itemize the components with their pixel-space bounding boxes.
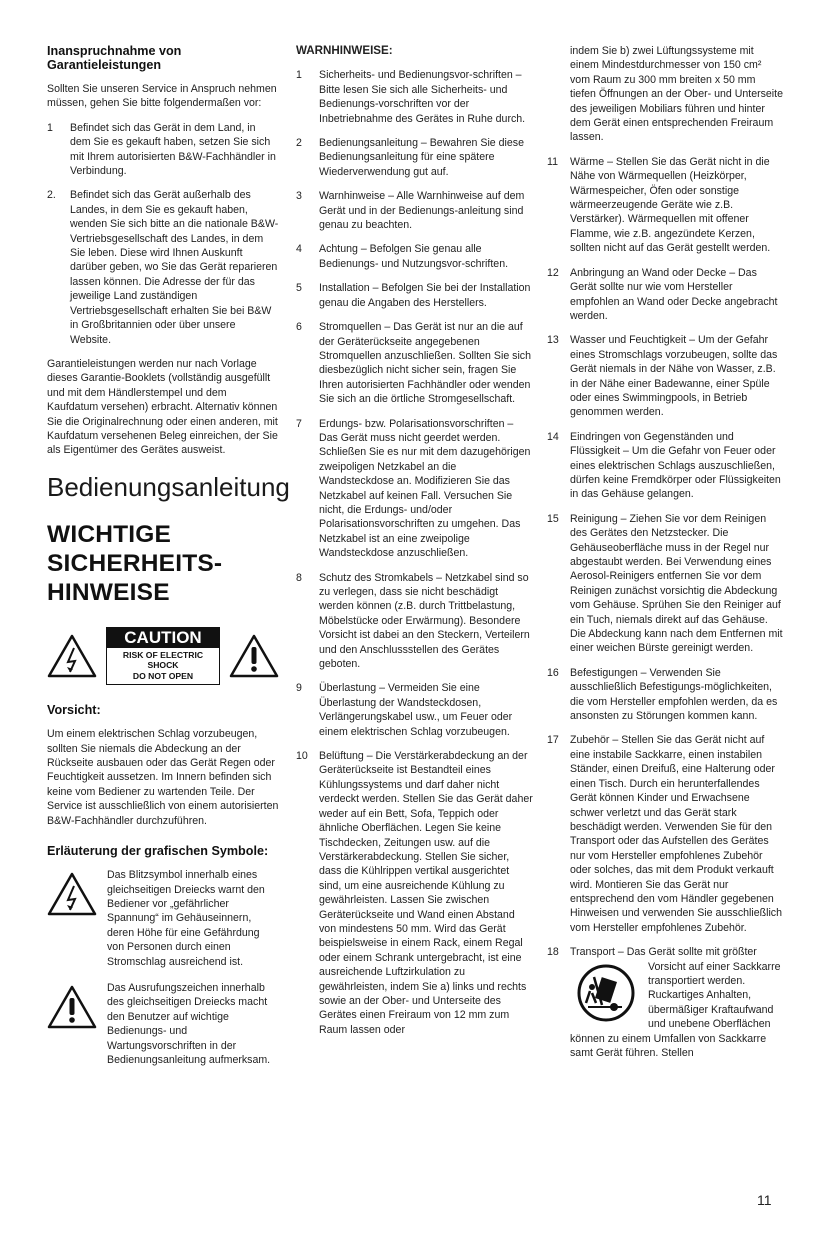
list-item-text: Sicherheits- und Bedienungsvor-schriften – Bitte lesen Sie sich alle Sicherheits- und Bedienungs-vorschriften vor der Inbetriebnahme des Gerätes in Ruhe durch. [319,69,526,125]
symbol-lightning-text: Das Blitzsymbol innerhalb eines gleichseitigen Dreiecks warnt den Bediener vor „gefährlicher Spannung“ im Gehäuseinnern, deren Höhe für eine Gefährdung von Personen durch einen Stromschlag ausreichend ist. [107,869,265,968]
list-item-text: Überlastung – Vermeiden Sie eine Überlastung der Wandsteckdosen, Verlängerungskabel usw., um Feuer oder einem elektrischen Schlag vorzubeugen. [319,682,513,738]
vorsicht-heading: Vorsicht: [47,703,101,718]
list-item-text: Erdungs- bzw. Polarisationsvorschriften – Das Gerät muss nicht geerdet werden. Schließen Sie es nur mit dem dazugehörigen zweipoligen Netzkabel an die Wandsteckdose an. Modifizieren Sie das Netzkabel auf keinen Fall. Versuchen Sie nicht, die Erdungs- und/oder Polarisationsvorschriften zu umgehen. Das Netzkabel ist an eine zweipolige Wandsteckdose anzuschließen. [319,417,531,560]
list-item-number: 2 [296,137,302,150]
warranty-list [47,121,279,347]
exclamation-warning-icon [229,634,279,678]
list-item-number: 7 [296,417,302,430]
list-item-number: 6 [296,321,302,334]
list-item [296,320,534,406]
warnings-heading: WARNHINWEISE: [296,44,393,57]
list-item-text: Eindringen von Gegenständen und Flüssigkeit – Um die Gefahr von Feuer oder eines elektrischen Schlags auszuschließen, dürfen keine Fremdkörper oder Flüssigkeiten in das Gehäuse gelangen. [570,430,781,501]
list-item-number: 5 [296,282,302,295]
list-item [296,136,534,179]
list-item [296,681,534,739]
list-item-number: 15 [547,512,559,525]
list-item-text: Belüftung – Die Verstärkerabdeckung an der Geräterückseite ist Bestandteil eines Kühlungssystems und darf daher nicht verdeckt werden. Stellen Sie das Gerät daher weder auf ein Bett, Sofa, Teppich oder ähnliche Oberflächen. Legen Sie keine Tischdecken, Zeitungen usw. auf die Verstärkerabdeckung. Stellen Sie sicher, dass die Kühlrippen vertikal ausgerichtet sind, um eine ausreichende Kühlung zu gewährleisten. Lassen Sie zwischen Geräterückseite und Wand einen Abstand von mindestens 50 mm. Wird das Gerät beispielsweise in einem Rack, einem Regal oder einem Schrank untergebracht, ist eine ausreichende Luftzirkulation zu gewährleisten, indem Sie a) links und rechts sowie an der Ober- und Unterseite des Gerätes einen Freiraum von 12 mm zum Raum lassen oder [319,750,533,1036]
caution-label-row [47,627,279,686]
list-item-number: 11 [547,155,558,168]
page-number: 11 [757,1192,772,1208]
list-item-number: 9 [296,682,302,695]
list-item-number: 10 [296,750,308,763]
list-item [296,68,534,126]
list-item-text: Reinigung – Ziehen Sie vor dem Reinigen des Gerätes den Netzstecker. Die Gehäuseoberfläche muss in der Regel nur abgestaubt werden. Bei Verwendung eines Aerosol-Reinigers entfernen Sie vor dem Reinigen zunächst vorsichtig die Abdeckung vom Gehäuse. Sprühen Sie den Reiniger auf ein Tuch, niemals direkt auf das Gehäuse. Die Abdeckung kann nach dem Entfernen mit einer weichen Bürste gereinigt werden. [570,512,783,655]
caution-subtext: RISK OF ELECTRIC SHOCK DO NOT OPEN [122,649,204,681]
symbols-heading: Erläuterung der grafischen Symbole: [47,844,269,859]
list-item [547,155,783,256]
warnings-list-continued [547,155,783,935]
list-item-number: 13 [547,334,559,347]
list-item [296,417,534,561]
list-item-text: Wasser und Feuchtigkeit – Um der Gefahr eines Stromschlags vorzubeugen, sollte das Gerät niemals in der Nähe von Wasser, z.B. in der Nähe einer Badewanne, einer Spüle oder eines Swimmingpools, in Betrieb genommen werden. [570,334,778,419]
continued-paragraph: indem Sie b) zwei Lüftungssysteme mit einem Mindestdurchmesser von 150 cm² vom Raum zu 300 mm breiten x 50 mm tiefen Öffnungen an der Ober- und Unterseite des jeweiligen Mobiliars führen und hinter dem Gerät einen entsprechenden Freiraum lassen. [570,45,783,144]
list-item-number: 3 [296,190,302,203]
list-item-text: Warnhinweise – Alle Warnhinweise auf dem Gerät und in der Bedienungs-anleitung sind genau zu beachten. [319,190,525,232]
list-item-number: 12 [547,266,559,279]
exclamation-warning-icon [47,985,97,1029]
caution-label [106,627,220,686]
list-item [547,512,783,656]
column-left [47,44,290,1079]
list-item-text: Schutz des Stromkabels – Netzkabel sind so zu verlegen, dass sie nicht beschädigt werden können (z.B. durch Trittbelastung, Möbelstücke oder Erwärmung). Besondere Vorsicht ist dabei an den Steckern, Verteilern und den Anschlussstellen des Gerätes geboten. [319,571,530,671]
cart-tipover-warning-icon [574,963,638,1023]
list-item [296,749,534,1037]
list-item [547,666,783,724]
column-right [547,44,783,1070]
warranty-heading: Inanspruchnahme von Garantieleistungen [47,44,182,72]
list-item-text: Wärme – Stellen Sie das Gerät nicht in die Nähe von Wärmequellen (Heizkörper, Wärmespeicher, Öfen oder sonstige wärmeerzeugende Geräte wie z.B. Verstärker). Wärmequellen mit offener Flamme, wie z.B. angezündete Kerzen, sollten nicht auf das Gerät gestellt werden. [570,155,771,255]
list-item-number: 17 [547,734,559,747]
list-item-number: 8 [296,571,302,584]
symbol-exclaim-text: Das Ausrufungszeichen innerhalb des gleichseitigen Dreiecks macht den Benutzer auf wichtige Bedienungs- und Wartungsvorschriften in der Bedienungsanleitung aufmerksam. [107,981,271,1066]
safety-title: WICHTIGE SICHERHEITS- HINWEISE [47,520,223,606]
symbol-exclaim-row [47,981,279,1067]
list-item [547,430,783,502]
list-item-number: 16 [547,666,559,679]
list-item-number: 4 [296,243,302,256]
list-item-text: Achtung – Befolgen Sie genau alle Bedienungs- und Nutzungsvor-schriften. [319,243,509,270]
list-item: 18 Transport – Das Gerät sollte mit größter Vorsicht auf einer Sackkarre transportiert werden. Ruckartiges Anhalten, übermäßiger Kraftaufwand und unebene Oberflächen können zu einem Umfallen von Sackkarre samt Gerät führen. Stellen [547,946,781,1059]
list-item-text: Zubehör – Stellen Sie das Gerät nicht auf eine instabile Sackkarre, einen instabilen Ständer, einen Dreifuß, eine Halterung oder einen Tisch. Durch ein herunterfallendes Gerät können Kinder und Erwachsene schwer verletzt und das Gerät stark beschädigt werden. Verwenden Sie für den Transport oder das Aufstellen des Gerätes nur vom Hersteller empfohlenes Zubehör oder solches, das mit dem Produkt verkauft wird. Montieren Sie das Gerät nur entsprechend den vom Händler gegebenen Hinweisen und verwenden Sie ausschließlich vom Hersteller empfohlenes Zubehör. [570,734,782,934]
list-item-number: 14 [547,430,559,443]
caution-heading: CAUTION [107,628,219,648]
vorsicht-text: Um einem elektrischen Schlag vorzubeugen, sollten Sie niemals die Abdeckung an der Rückseite ausbauen oder das Gerät Regen oder Feuchtigkeit aussetzen. Im Innern befinden sich keine vom Bediener zu wartenden Teile. Der Service ist ausschließlich von einem autorisierten B&W-Fachhändler durchzuführen. [47,728,279,827]
list-item: 1 Befindet sich das Gerät in dem Land, in dem Sie es gekauft haben, setzen Sie sich mit Ihrem autorisierten B&W-Fachhändler in Verbindung. [47,121,276,178]
list-item-text: Befestigungen – Verwenden Sie ausschließlich Befestigungs-möglichkeiten, die vom Hersteller empfohlen werden, da es ansonsten zu Störungen kommen kann. [570,666,778,723]
list-item [547,266,783,324]
section-title: Bedienungsanleitung [47,471,290,502]
list-item-text: Installation – Befolgen Sie bei der Installation genau die Angaben des Herstellers. [319,282,531,309]
list-item-number: 1 [296,69,302,82]
symbol-lightning-row [47,868,279,969]
list-item [547,733,783,935]
list-item [296,281,534,310]
list-item [296,571,534,672]
list-item-text: Bedienungsanleitung – Bewahren Sie diese Bedienungsanleitung für eine spätere Wiederverwendung gut auf. [319,137,524,178]
warranty-intro: Sollten Sie unseren Service in Anspruch nehmen müssen, gehen Sie bitte folgendermaßen vor: [47,83,277,110]
list-item [296,189,534,232]
lightning-warning-icon [47,872,97,916]
list-item: 2. Befindet sich das Gerät außerhalb des Landes, in dem Sie es gekauft haben, wenden Sie sich bitte an die nationale B&W-Vertriebsgesellschaft des Landes, in dem Sie leben. Diese wird Ihnen Auskunft darüber geben, wo Sie das Gerät reparieren lassen können. Die Adresse der für das jeweilige Land zuständigen Vertriebsgesellschaft erhalten Sie bei B&W in Großbritannien oder über unsere Website. [47,189,279,346]
list-item [296,242,534,271]
list-item-text: Anbringung an Wand oder Decke – Das Gerät sollte nur wie vom Hersteller empfohlen an Wand oder Decke angebracht werden. [570,266,778,322]
column-middle [296,44,534,1047]
warranty-note: Garantieleistungen werden nur nach Vorlage dieses Garantie-Booklets (vollständig ausgefüllt und mit dem Händlerstempel und dem Kaufdatum versehen) erbracht. Alternativ können Sie die Originalrechnung oder einen anderen, mit Kaufdatum versehenen Beleg einreichen, der Sie als Eigentümer des Gerätes ausweist. [47,357,278,457]
lightning-warning-icon [47,634,97,678]
list-item-text: Stromquellen – Das Gerät ist nur an die auf der Geräterückseite angegebenen Stromquellen anzuschließen. Sollten Sie sich diesbezüglich nicht sicher sein, fragen Sie Ihren autorisierten Fachhändler oder wenden Sie sich an die örtliche Stromgesellschaft. [319,321,531,406]
warnings-list [296,68,534,1037]
list-item [547,333,783,419]
